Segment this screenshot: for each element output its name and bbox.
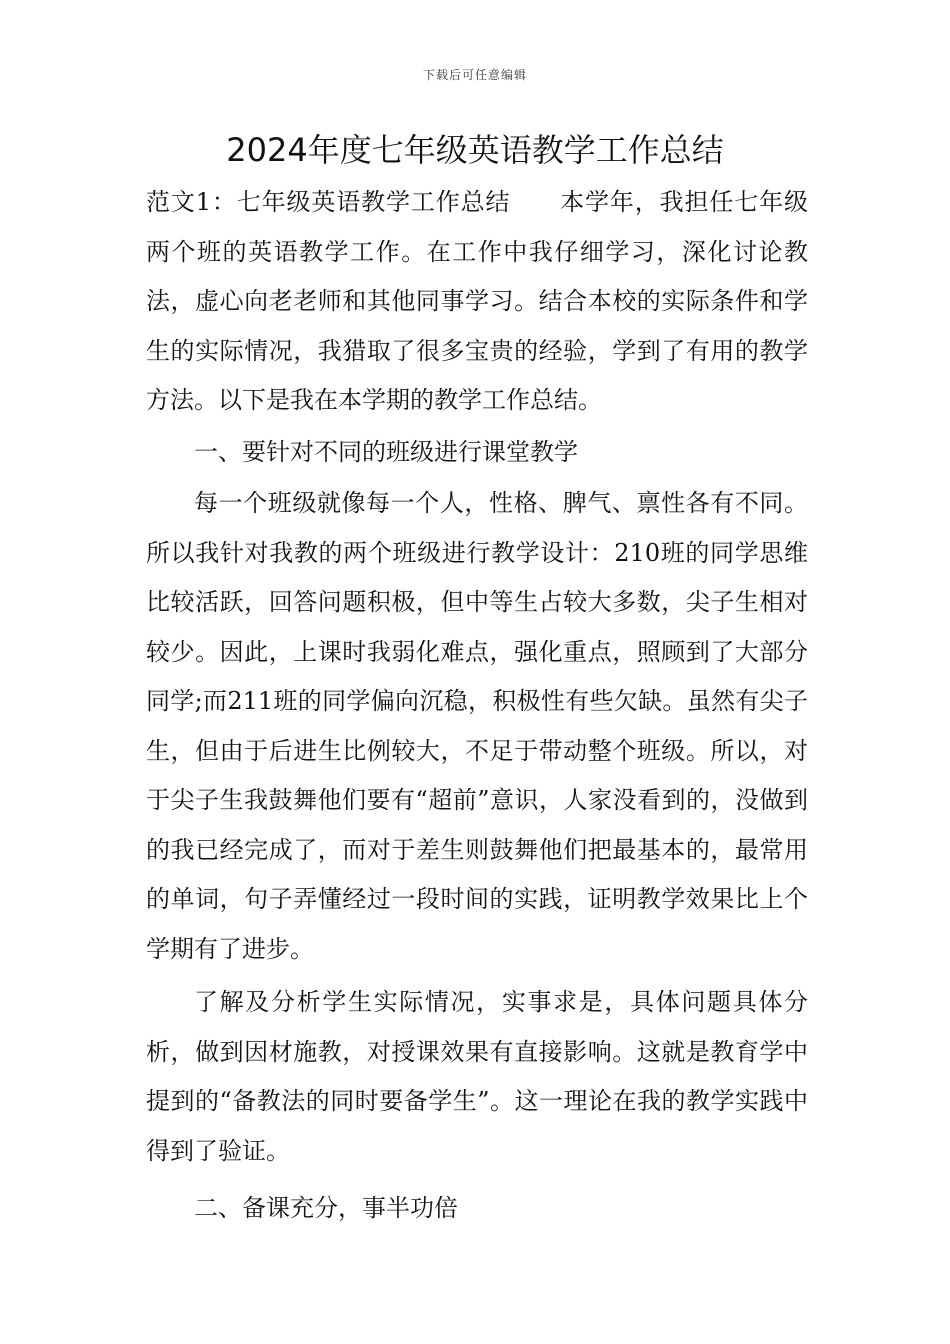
section-heading-1: 一、要针对不同的班级进行课堂教学 [194,437,578,466]
section-heading-2: 二、备课充分，事半功倍 [194,1194,458,1222]
document-body [146,178,808,1234]
paragraph-intro: 范文1：七年级英语教学工作总结 本学年，我担任七年级两个班的英语教学工作。在工作中我仔细学习，深化讨论教法，虚心向老老师和其他同事学习。结合本校的实际条件和学生的实际情况，我猎取了很多宝贵的经验，学到了有用的教学方法。以下是我在本学期的教学工作总结。 [146,188,808,414]
header-note: 下载后可任意编辑 [422,68,527,82]
paragraph-classes: 每一个班级就像每一个人，性格、脾气、禀性各有不同。所以我针对我教的两个班级进行教学设计：210班的同学思维比较活跃，回答问题积极，但中等生占较大多数，尖子生相对较少。因此，上课时我弱化难点，强化重点，照顾到了大部分同学;而211班的同学偏向沉稳，积极性有些欠缺。虽然有尖子生，但由于后进生比例较大，不足于带动整个班级。所以，对于尖子生我鼓舞他们要有“超前”意识，人家没看到的，没做到的我已经完成了，而对于差生则鼓舞他们把最基本的，最常用的单词，句子弄懂经过一段时间的实践，证明教学效果比上个学期有了进步。 [146,489,808,963]
paragraph-analysis: 了解及分析学生实际情况，实事求是，具体问题具体分析，做到因材施教，对授课效果有直接影响。这就是教育学中提到的“备教法的同时要备学生”。这一理论在我的教学实践中得到了验证。 [146,988,808,1165]
document-title: 2024年度七年级英语教学工作总结 [226,131,724,169]
